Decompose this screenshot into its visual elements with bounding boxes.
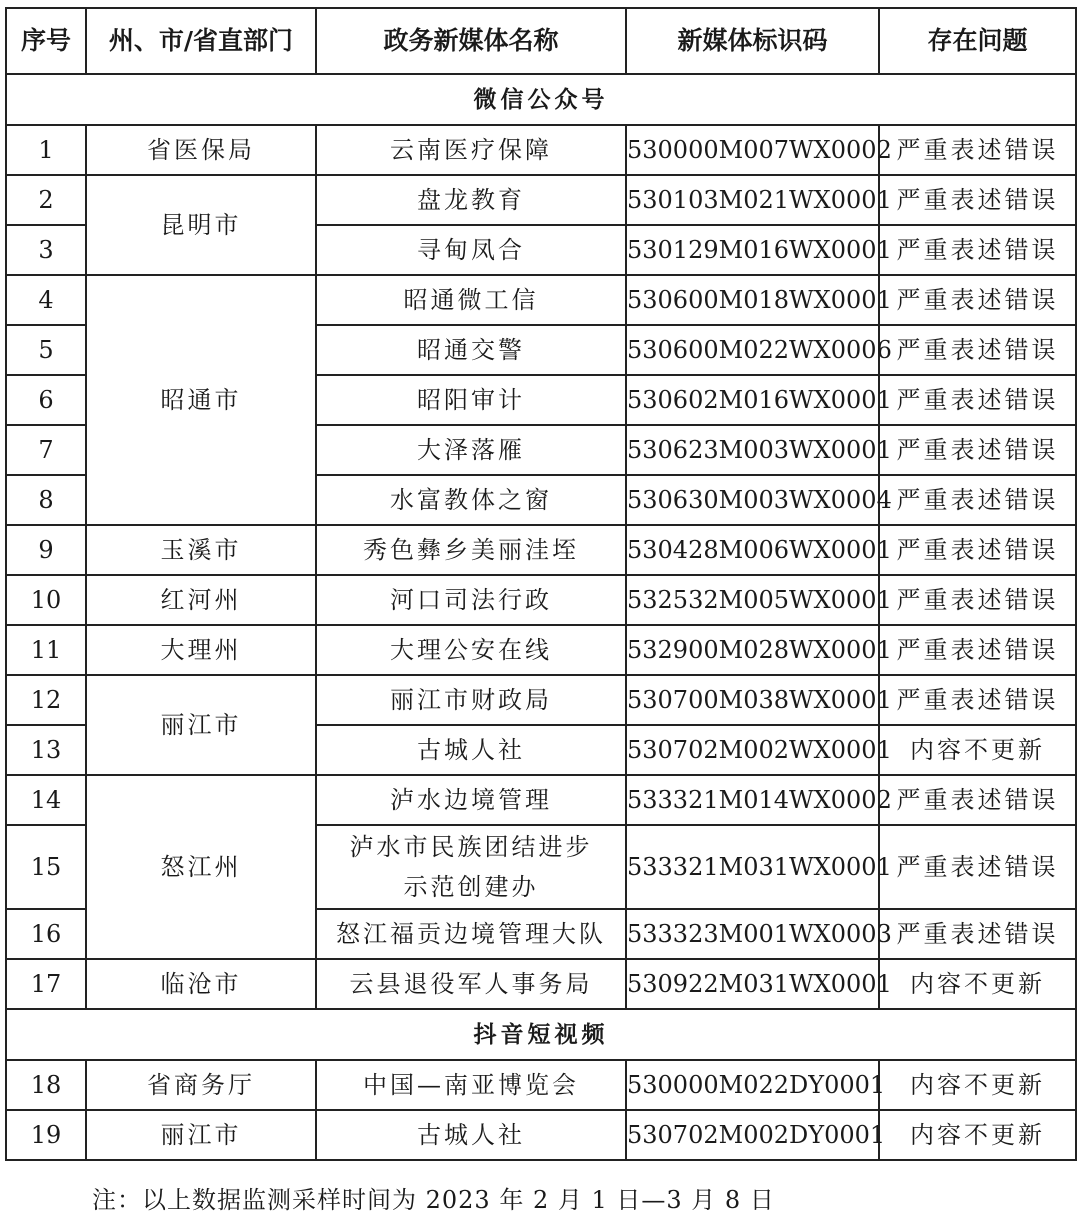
row-index: 11: [6, 625, 86, 675]
row-issue: 严重表述错误: [879, 475, 1076, 525]
row-region: 昆明市: [86, 175, 316, 275]
row-media-code: 533321M031WX0001: [626, 825, 879, 909]
table-row: [6, 175, 1076, 225]
row-media-code: 530630M003WX0004: [626, 475, 879, 525]
row-index: 12: [6, 675, 86, 725]
row-media-name: 水富教体之窗: [316, 475, 626, 525]
table-row: [6, 575, 1076, 625]
row-media-name: 怒江福贡边境管理大队: [316, 909, 626, 959]
row-index: 2: [6, 175, 86, 225]
row-media-name: 云县退役军人事务局: [316, 959, 626, 1009]
row-media-code: 532532M005WX0001: [626, 575, 879, 625]
table-row: [6, 1110, 1076, 1160]
table-row: [6, 675, 1076, 725]
row-media-code: 530602M016WX0001: [626, 375, 879, 425]
row-index: 3: [6, 225, 86, 275]
row-media-name-line1: 泸水市民族团结进步: [349, 833, 593, 861]
row-index: 10: [6, 575, 86, 625]
row-media-name: 昭通交警: [316, 325, 626, 375]
row-media-name: 昭通微工信: [316, 275, 626, 325]
row-issue: 严重表述错误: [879, 825, 1076, 909]
table-row: [6, 125, 1076, 175]
row-region: 临沧市: [86, 959, 316, 1009]
row-issue: 严重表述错误: [879, 625, 1076, 675]
row-media-name: 大理公安在线: [316, 625, 626, 675]
row-index: 17: [6, 959, 86, 1009]
row-issue: 严重表述错误: [879, 125, 1076, 175]
table-row: [6, 775, 1076, 825]
section-row-douyin: [6, 1009, 1076, 1060]
row-issue: 严重表述错误: [879, 225, 1076, 275]
table-row: [6, 1060, 1076, 1110]
header-media-code: 新媒体标识码: [626, 8, 879, 74]
row-issue: 内容不更新: [879, 725, 1076, 775]
row-media-code: 530623M003WX0001: [626, 425, 879, 475]
row-media-code: 530000M007WX0002: [626, 125, 879, 175]
row-media-name: 寻甸凤合: [316, 225, 626, 275]
section-title: 抖音短视频: [6, 1009, 1076, 1060]
row-issue: 内容不更新: [879, 1060, 1076, 1110]
row-index: 1: [6, 125, 86, 175]
row-region: 丽江市: [86, 675, 316, 775]
row-media-code: 533323M001WX0003: [626, 909, 879, 959]
section-row-wechat: [6, 74, 1076, 125]
row-index: 13: [6, 725, 86, 775]
table-header-row: [6, 8, 1076, 74]
table-row: [6, 525, 1076, 575]
row-issue: 严重表述错误: [879, 675, 1076, 725]
row-media-code: 530103M021WX0001: [626, 175, 879, 225]
row-media-name: [316, 825, 626, 909]
row-media-code: 530922M031WX0001: [626, 959, 879, 1009]
row-index: 14: [6, 775, 86, 825]
row-media-name: 丽江市财政局: [316, 675, 626, 725]
row-media-name: 泸水边境管理: [316, 775, 626, 825]
row-region: 丽江市: [86, 1110, 316, 1160]
table-row: [6, 275, 1076, 325]
row-media-name: 盘龙教育: [316, 175, 626, 225]
row-issue: 严重表述错误: [879, 275, 1076, 325]
row-index: 16: [6, 909, 86, 959]
row-index: 4: [6, 275, 86, 325]
row-issue: 严重表述错误: [879, 175, 1076, 225]
row-issue: 严重表述错误: [879, 325, 1076, 375]
row-media-code: 530700M038WX0001: [626, 675, 879, 725]
row-media-code: 530702M002DY0001: [626, 1110, 879, 1160]
row-media-code: 533321M014WX0002: [626, 775, 879, 825]
row-issue: 严重表述错误: [879, 775, 1076, 825]
row-index: 8: [6, 475, 86, 525]
row-media-name: 云南医疗保障: [316, 125, 626, 175]
row-issue: 严重表述错误: [879, 575, 1076, 625]
row-index: 9: [6, 525, 86, 575]
row-media-code: 530000M022DY0001: [626, 1060, 879, 1110]
row-media-code: 530702M002WX0001: [626, 725, 879, 775]
row-index: 5: [6, 325, 86, 375]
header-region: 州、市/省直部门: [86, 8, 316, 74]
footnote: 注：以上数据监测采样时间为 2023 年 2 月 1 日—3 月 8 日: [92, 1186, 775, 1214]
row-media-code: 532900M028WX0001: [626, 625, 879, 675]
row-media-name: 大泽落雁: [316, 425, 626, 475]
row-index: 7: [6, 425, 86, 475]
row-issue: 严重表述错误: [879, 525, 1076, 575]
row-region: 玉溪市: [86, 525, 316, 575]
row-index: 19: [6, 1110, 86, 1160]
row-media-name-line2: 示范创建办: [403, 873, 539, 901]
row-media-code: 530129M016WX0001: [626, 225, 879, 275]
row-index: 18: [6, 1060, 86, 1110]
header-issue: 存在问题: [879, 8, 1076, 74]
row-index: 6: [6, 375, 86, 425]
row-media-name: 古城人社: [316, 725, 626, 775]
table-row: [6, 959, 1076, 1009]
row-media-code: 530600M022WX0006: [626, 325, 879, 375]
row-media-name: 河口司法行政: [316, 575, 626, 625]
row-region: 省商务厅: [86, 1060, 316, 1110]
table-row: [6, 625, 1076, 675]
section-title: 微信公众号: [6, 74, 1076, 125]
row-region: 怒江州: [86, 775, 316, 959]
row-media-name: 秀色彝乡美丽洼垤: [316, 525, 626, 575]
row-issue: 严重表述错误: [879, 425, 1076, 475]
row-region: 红河州: [86, 575, 316, 625]
row-media-name: 古城人社: [316, 1110, 626, 1160]
row-index: 15: [6, 825, 86, 909]
row-issue: 内容不更新: [879, 1110, 1076, 1160]
row-media-name: 昭阳审计: [316, 375, 626, 425]
row-issue: 严重表述错误: [879, 375, 1076, 425]
header-index: 序号: [6, 8, 86, 74]
row-media-name: 中国—南亚博览会: [316, 1060, 626, 1110]
media-issues-table: [5, 7, 1077, 1161]
row-media-code: 530428M006WX0001: [626, 525, 879, 575]
row-issue: 严重表述错误: [879, 909, 1076, 959]
row-region: 昭通市: [86, 275, 316, 525]
row-issue: 内容不更新: [879, 959, 1076, 1009]
row-region: 省医保局: [86, 125, 316, 175]
row-media-code: 530600M018WX0001: [626, 275, 879, 325]
header-media-name: 政务新媒体名称: [316, 8, 626, 74]
row-region: 大理州: [86, 625, 316, 675]
